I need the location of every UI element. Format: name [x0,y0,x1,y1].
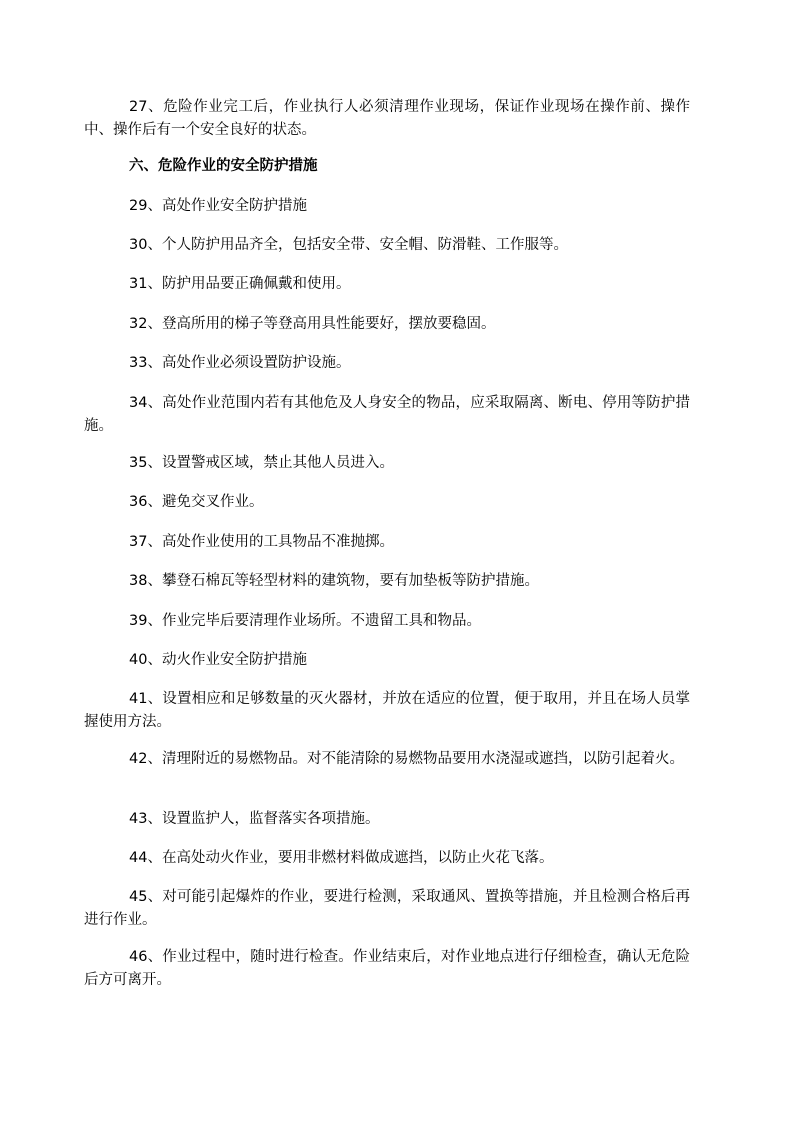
paragraph-43: 43、设置监护人，监督落实各项措施。 [129,811,380,827]
paragraph-45: 45、对可能引起爆炸的作业，要进行检测，采取通风、置换等措施，并且检测合格后再进行作业。 [84,889,690,928]
paragraph-31: 31、防护用品要正确佩戴和使用。 [129,276,351,292]
paragraph-33: 33、高处作业必须设置防护设施。 [129,355,351,371]
paragraph-36: 36、避免交叉作业。 [129,494,264,510]
paragraph-42: 42、清理附近的易燃物品。对不能清除的易燃物品要用水浇湿或遮挡，以防引起着火。 [129,751,684,767]
paragraph-38: 38、攀登石棉瓦等轻型材料的建筑物，要有加垫板等防护措施。 [129,573,539,589]
paragraph-41: 41、设置相应和足够数量的灭火器材，并放在适应的位置，便于取用，并且在场人员掌握使用方法。 [84,691,690,730]
paragraph-35: 35、设置警戒区域，禁止其他人员进入。 [129,455,394,471]
paragraph-39: 39、作业完毕后要清理作业场所。不遗留工具和物品。 [129,613,481,629]
paragraph-34: 34、高处作业范围内若有其他危及人身安全的物品，应采取隔离、断电、停用等防护措施。 [84,395,690,434]
paragraph-32: 32、登高所用的梯子等登高用具性能要好，摆放要稳固。 [129,316,496,332]
paragraph-46: 46、作业过程中，随时进行检查。作业结束后，对作业地点进行仔细检查，确认无危险后方可离开。 [84,949,690,988]
paragraph-44: 44、在高处动火作业，要用非燃材料做成遮挡，以防止火花飞落。 [129,850,554,866]
paragraph-40: 40、动火作业安全防护措施 [129,652,307,668]
section-heading: 六、危险作业的安全防护措施 [129,158,318,174]
paragraph-27: 27、危险作业完工后，作业执行人必须清理作业现场，保证作业现场在操作前、操作中、操作后有一个安全良好的状态。 [84,99,690,138]
paragraph-37: 37、高处作业使用的工具物品不准抛掷。 [129,534,394,550]
paragraph-30: 30、个人防护用品齐全，包括安全带、安全帽、防滑鞋、工作服等。 [129,237,568,253]
paragraph-29: 29、高处作业安全防护措施 [129,198,307,214]
